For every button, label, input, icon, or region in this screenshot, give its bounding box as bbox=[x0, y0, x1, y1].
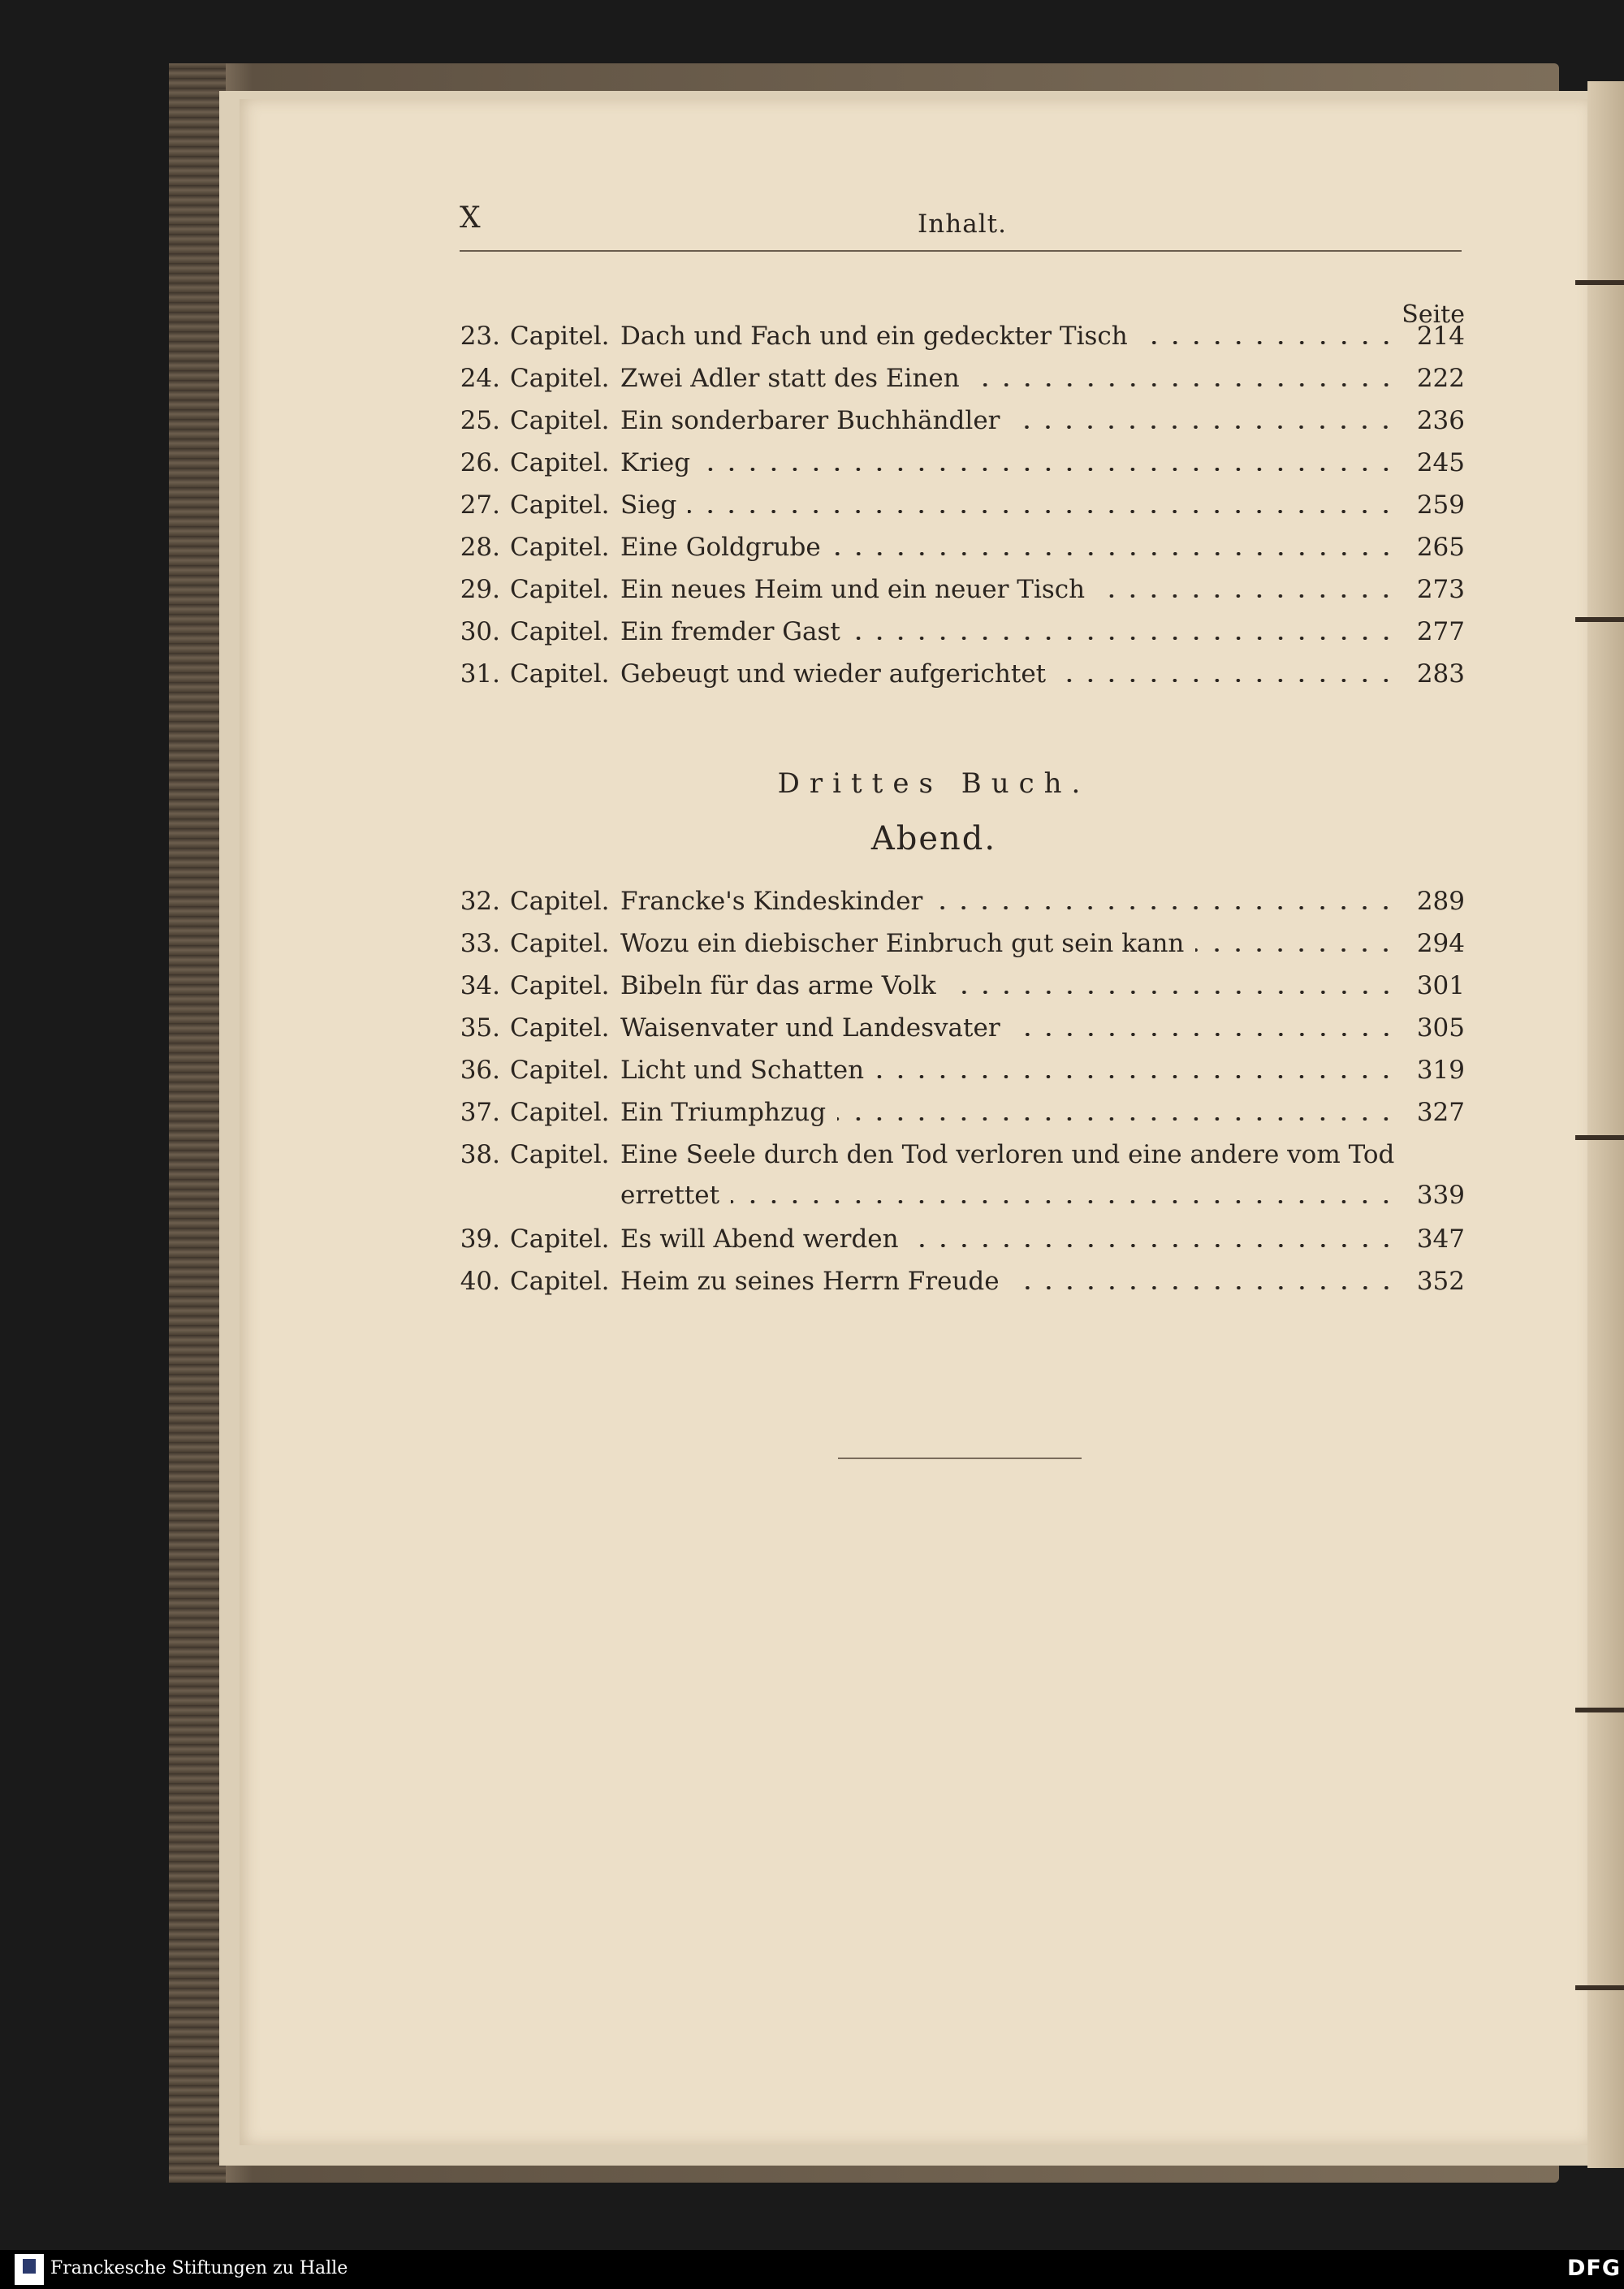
chapter-label: Capitel. bbox=[510, 887, 610, 916]
toc-row bbox=[455, 322, 1465, 364]
chapter-title: Krieg bbox=[620, 448, 691, 477]
chapter-title-continued: errettet bbox=[620, 1181, 720, 1210]
chapter-page: 289 bbox=[1416, 887, 1465, 916]
toc-row bbox=[455, 364, 1465, 406]
toc-row bbox=[455, 617, 1465, 659]
chapter-label: Capitel. bbox=[510, 575, 610, 604]
chapter-title: Bibeln für das arme Volk bbox=[620, 971, 936, 1000]
chapter-title: Ein Triumphzug bbox=[620, 1098, 827, 1127]
leader-dots bbox=[1057, 679, 1397, 682]
chapter-page: 273 bbox=[1416, 575, 1465, 604]
chapter-label: Capitel. bbox=[510, 533, 610, 562]
leader-dots bbox=[1096, 594, 1397, 598]
chapter-page: 327 bbox=[1416, 1098, 1465, 1127]
leader-dots bbox=[731, 1200, 1397, 1203]
toc-row bbox=[455, 1267, 1465, 1309]
institution-name: Franckesche Stiftungen zu Halle bbox=[50, 2258, 348, 2278]
toc-row bbox=[455, 659, 1465, 702]
toc-row bbox=[455, 490, 1465, 533]
chapter-label: Capitel. bbox=[510, 659, 610, 689]
leader-dots bbox=[1011, 1286, 1397, 1289]
chapter-number: 39. bbox=[460, 1224, 500, 1254]
leader-dots bbox=[1012, 1033, 1397, 1036]
page-edge-right bbox=[1587, 81, 1624, 2168]
chapter-label: Capitel. bbox=[510, 364, 610, 393]
leader-dots bbox=[934, 906, 1397, 909]
chapter-page: 352 bbox=[1416, 1267, 1465, 1296]
leader-dots bbox=[910, 1244, 1397, 1247]
chapter-page: 259 bbox=[1416, 490, 1465, 520]
chapter-title: Licht und Schatten bbox=[620, 1056, 865, 1085]
chapter-page: 222 bbox=[1416, 364, 1465, 393]
leader-dots bbox=[1195, 948, 1397, 952]
toc-row bbox=[455, 929, 1465, 971]
leader-dots bbox=[702, 468, 1397, 471]
chapter-number: 23. bbox=[460, 322, 500, 351]
cover-spine-edge bbox=[169, 63, 226, 2183]
page-column-label: Seite bbox=[1402, 300, 1465, 329]
chapter-number: 34. bbox=[460, 971, 500, 1000]
chapter-page: 245 bbox=[1416, 448, 1465, 477]
binding-stitch bbox=[1575, 1708, 1624, 1712]
chapter-number: 35. bbox=[460, 1013, 500, 1043]
chapter-number: 26. bbox=[460, 448, 500, 477]
chapter-number: 32. bbox=[460, 887, 500, 916]
leader-dots bbox=[688, 510, 1397, 513]
chapter-title: Francke's Kindeskinder bbox=[620, 887, 923, 916]
toc-row bbox=[455, 887, 1465, 929]
leader-dots bbox=[971, 383, 1397, 387]
leader-dots bbox=[1139, 341, 1397, 344]
toc-row bbox=[455, 1224, 1465, 1267]
chapter-number: 28. bbox=[460, 533, 500, 562]
toc-section-part2 bbox=[455, 322, 1465, 702]
page-number: X bbox=[460, 201, 481, 235]
toc-row bbox=[455, 448, 1465, 490]
leader-dots bbox=[1011, 425, 1397, 429]
chapter-label: Capitel. bbox=[510, 1013, 610, 1043]
chapter-title: Wozu ein diebischer Einbruch gut sein kann bbox=[620, 929, 1185, 958]
chapter-label: Capitel. bbox=[510, 1267, 610, 1296]
chapter-number: 30. bbox=[460, 617, 500, 646]
chapter-number: 31. bbox=[460, 659, 500, 689]
header-divider bbox=[460, 250, 1462, 252]
toc-row bbox=[455, 1013, 1465, 1056]
chapter-label: Capitel. bbox=[510, 1056, 610, 1085]
binding-stitch bbox=[1575, 617, 1624, 622]
chapter-page: 236 bbox=[1416, 406, 1465, 435]
leader-dots bbox=[948, 991, 1397, 994]
chapter-label: Capitel. bbox=[510, 929, 610, 958]
chapter-number: 25. bbox=[460, 406, 500, 435]
institution-logo-icon bbox=[15, 2254, 44, 2285]
leader-dots bbox=[837, 1117, 1397, 1121]
chapter-title: Es will Abend werden bbox=[620, 1224, 899, 1254]
chapter-label: Capitel. bbox=[510, 617, 610, 646]
chapter-page: 214 bbox=[1416, 322, 1465, 351]
chapter-number: 33. bbox=[460, 929, 500, 958]
toc-row bbox=[455, 1056, 1465, 1098]
chapter-label: Capitel. bbox=[510, 971, 610, 1000]
chapter-label: Capitel. bbox=[510, 322, 610, 351]
toc-row bbox=[455, 406, 1465, 448]
book-part-heading: Drittes Buch. bbox=[777, 767, 1091, 800]
chapter-title: Dach und Fach und ein gedeckter Tisch bbox=[620, 322, 1128, 351]
chapter-title: Heim zu seines Herrn Freude bbox=[620, 1267, 1000, 1296]
chapter-title: Zwei Adler statt des Einen bbox=[620, 364, 960, 393]
toc-row bbox=[455, 971, 1465, 1013]
chapter-number: 27. bbox=[460, 490, 500, 520]
chapter-number: 37. bbox=[460, 1098, 500, 1127]
chapter-page: 305 bbox=[1416, 1013, 1465, 1043]
toc-row bbox=[455, 1140, 1465, 1224]
chapter-title: Sieg bbox=[620, 490, 677, 520]
chapter-label: Capitel. bbox=[510, 1098, 610, 1127]
chapter-title: Ein fremder Gast bbox=[620, 617, 840, 646]
chapter-page: 347 bbox=[1416, 1224, 1465, 1254]
chapter-title: Eine Seele durch den Tod verloren und eine andere vom Tod bbox=[620, 1140, 1395, 1169]
chapter-page: 319 bbox=[1416, 1056, 1465, 1085]
chapter-title: Eine Goldgrube bbox=[620, 533, 821, 562]
chapter-page: 265 bbox=[1416, 533, 1465, 562]
chapter-number: 40. bbox=[460, 1267, 500, 1296]
chapter-number: 36. bbox=[460, 1056, 500, 1085]
chapter-number: 24. bbox=[460, 364, 500, 393]
chapter-label: Capitel. bbox=[510, 1140, 610, 1169]
chapter-title: Gebeugt und wieder aufgerichtet bbox=[620, 659, 1047, 689]
chapter-label: Capitel. bbox=[510, 1224, 610, 1254]
toc-row bbox=[455, 575, 1465, 617]
book-part-title: Abend. bbox=[870, 820, 997, 857]
dfg-logo: DFG bbox=[1567, 2256, 1622, 2281]
chapter-page: 339 bbox=[1416, 1181, 1465, 1210]
chapter-number: 29. bbox=[460, 575, 500, 604]
chapter-label: Capitel. bbox=[510, 448, 610, 477]
binding-stitch bbox=[1575, 280, 1624, 285]
toc-row bbox=[455, 533, 1465, 575]
chapter-title: Waisenvater und Landesvater bbox=[620, 1013, 1000, 1043]
leader-dots bbox=[875, 1075, 1397, 1078]
chapter-label: Capitel. bbox=[510, 490, 610, 520]
toc-section-part3 bbox=[455, 887, 1465, 1309]
binding-stitch bbox=[1575, 1135, 1624, 1140]
leader-dots bbox=[832, 552, 1397, 555]
toc-row bbox=[455, 1098, 1465, 1140]
chapter-page: 283 bbox=[1416, 659, 1465, 689]
leader-dots bbox=[852, 637, 1397, 640]
chapter-page: 277 bbox=[1416, 617, 1465, 646]
chapter-number: 38. bbox=[460, 1140, 500, 1169]
chapter-page: 294 bbox=[1416, 929, 1465, 958]
chapter-title: Ein neues Heim und ein neuer Tisch bbox=[620, 575, 1086, 604]
chapter-page: 301 bbox=[1416, 971, 1465, 1000]
closing-rule bbox=[838, 1458, 1082, 1459]
chapter-title: Ein sonderbarer Buchhändler bbox=[620, 406, 1000, 435]
binding-stitch bbox=[1575, 1985, 1624, 1990]
running-title: Inhalt. bbox=[918, 209, 1007, 239]
chapter-label: Capitel. bbox=[510, 406, 610, 435]
